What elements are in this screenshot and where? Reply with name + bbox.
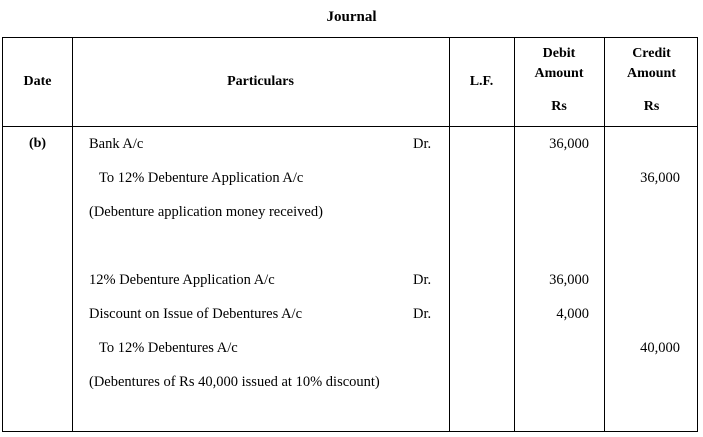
header-credit-line1: Credit bbox=[632, 46, 671, 61]
journal-title: Journal bbox=[326, 9, 377, 25]
row-dr-marker: Dr. bbox=[413, 272, 432, 288]
header-credit-line2: Amount bbox=[626, 66, 676, 81]
journal-table bbox=[2, 37, 698, 432]
header-debit-line1: Debit bbox=[542, 46, 576, 61]
row-particulars: To 12% Debentures A/c bbox=[99, 340, 238, 356]
header-divider bbox=[3, 126, 697, 127]
row-narration: (Debenture application money received) bbox=[89, 204, 323, 220]
row-particulars: 12% Debenture Application A/c bbox=[89, 272, 275, 288]
row-dr-marker: Dr. bbox=[413, 136, 432, 152]
row-particulars: Discount on Issue of Debentures A/c bbox=[89, 306, 303, 322]
row-debit-amount: 4,000 bbox=[556, 306, 589, 322]
entry-label: (b) bbox=[28, 136, 47, 151]
header-debit-unit: Rs bbox=[551, 99, 567, 114]
particulars-column-divider bbox=[449, 38, 450, 431]
header-date: Date bbox=[23, 74, 52, 89]
header-credit-unit: Rs bbox=[643, 99, 660, 114]
row-particulars: To 12% Debenture Application A/c bbox=[99, 170, 304, 186]
row-credit-amount: 40,000 bbox=[640, 340, 680, 356]
row-debit-amount: 36,000 bbox=[549, 272, 589, 288]
header-particulars: Particulars bbox=[227, 74, 294, 89]
date-column-divider bbox=[72, 38, 73, 431]
row-dr-marker: Dr. bbox=[413, 306, 432, 322]
header-debit-line2: Amount bbox=[534, 66, 584, 81]
row-debit-amount: 36,000 bbox=[549, 136, 589, 152]
row-particulars: Bank A/c bbox=[89, 136, 144, 152]
header-lf: L.F. bbox=[469, 74, 494, 89]
row-narration: (Debentures of Rs 40,000 issued at 10% discount) bbox=[89, 374, 380, 390]
row-credit-amount: 36,000 bbox=[640, 170, 680, 186]
